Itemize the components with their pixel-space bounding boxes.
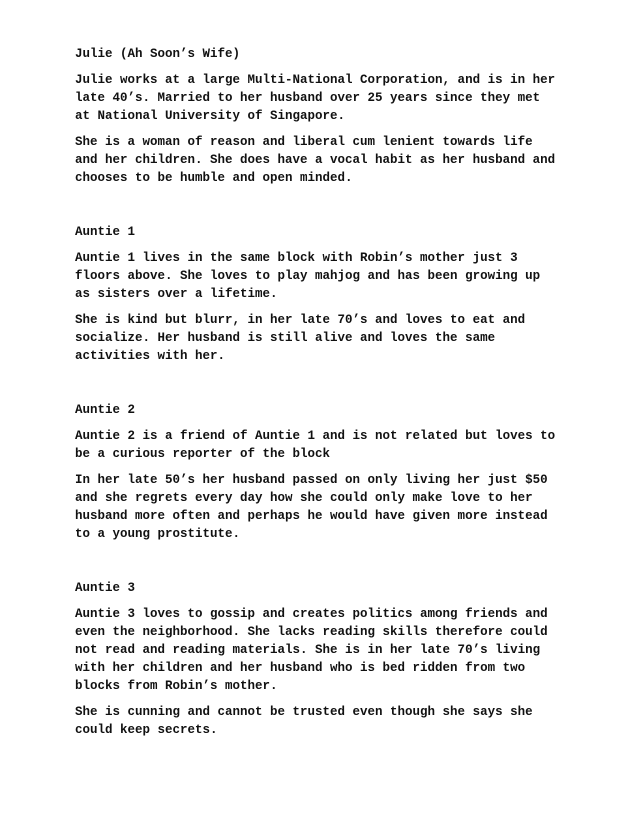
text-line: late 40’s. Married to her husband over 25 years since they met	[75, 91, 541, 105]
text-line: as sisters over a lifetime.	[75, 287, 278, 301]
text-line: and she regrets every day how she could only make love to her	[75, 491, 533, 505]
text-line: Julie works at a large Multi-National Corporation, and is in her	[75, 73, 556, 87]
section-spacer	[75, 551, 575, 579]
text-line: with her children and her husband who is bed ridden from two	[75, 661, 526, 675]
paragraph	[75, 133, 575, 187]
text-line: blocks from Robin’s mother.	[75, 679, 278, 693]
section-spacer	[75, 195, 575, 223]
text-line: socialize. Her husband is still alive and loves the same	[75, 331, 496, 345]
text-line: She is a woman of reason and liberal cum lenient towards life	[75, 135, 533, 149]
text-line: chooses to be humble and open minded.	[75, 171, 353, 185]
text-line: Auntie 3 loves to gossip and creates politics among friends and	[75, 607, 548, 621]
text-line: even the neighborhood. She lacks reading skills therefore could	[75, 625, 548, 639]
section-spacer	[75, 373, 575, 401]
document-body	[75, 45, 575, 747]
paragraph	[75, 703, 575, 739]
text-line: Auntie 2 is a friend of Auntie 1 and is not related but loves to	[75, 429, 556, 443]
text-line: be a curious reporter of the block	[75, 447, 331, 461]
text-line: floors above. She loves to play mahjog and has been growing up	[75, 269, 541, 283]
text-line: husband more often and perhaps he would have given more instead	[75, 509, 548, 523]
text-line: Auntie 1 lives in the same block with Robin’s mother just 3	[75, 251, 518, 265]
section-auntie-1	[75, 223, 575, 365]
paragraph	[75, 71, 575, 125]
text-line: could keep secrets.	[75, 723, 218, 737]
text-line: not read and reading materials. She is in her late 70’s living	[75, 643, 541, 657]
paragraph	[75, 249, 575, 303]
paragraph	[75, 471, 575, 543]
section-julie	[75, 45, 575, 187]
paragraph	[75, 311, 575, 365]
text-line: and her children. She does have a vocal habit as her husband and	[75, 153, 556, 167]
text-line: activities with her.	[75, 349, 226, 363]
section-auntie-2	[75, 401, 575, 543]
text-line: She is cunning and cannot be trusted even though she says she	[75, 705, 533, 719]
text-line: to a young prostitute.	[75, 527, 241, 541]
text-line: She is kind but blurr, in her late 70’s and loves to eat and	[75, 313, 526, 327]
text-line: In her late 50’s her husband passed on only living her just $50	[75, 473, 548, 487]
section-auntie-3	[75, 579, 575, 739]
section-heading: Auntie 2	[75, 403, 136, 417]
paragraph	[75, 605, 575, 695]
section-heading: Auntie 3	[75, 581, 136, 595]
section-heading: Auntie 1	[75, 225, 136, 239]
section-heading: Julie (Ah Soon’s Wife)	[75, 47, 241, 61]
paragraph	[75, 427, 575, 463]
text-line: at National University of Singapore.	[75, 109, 346, 123]
